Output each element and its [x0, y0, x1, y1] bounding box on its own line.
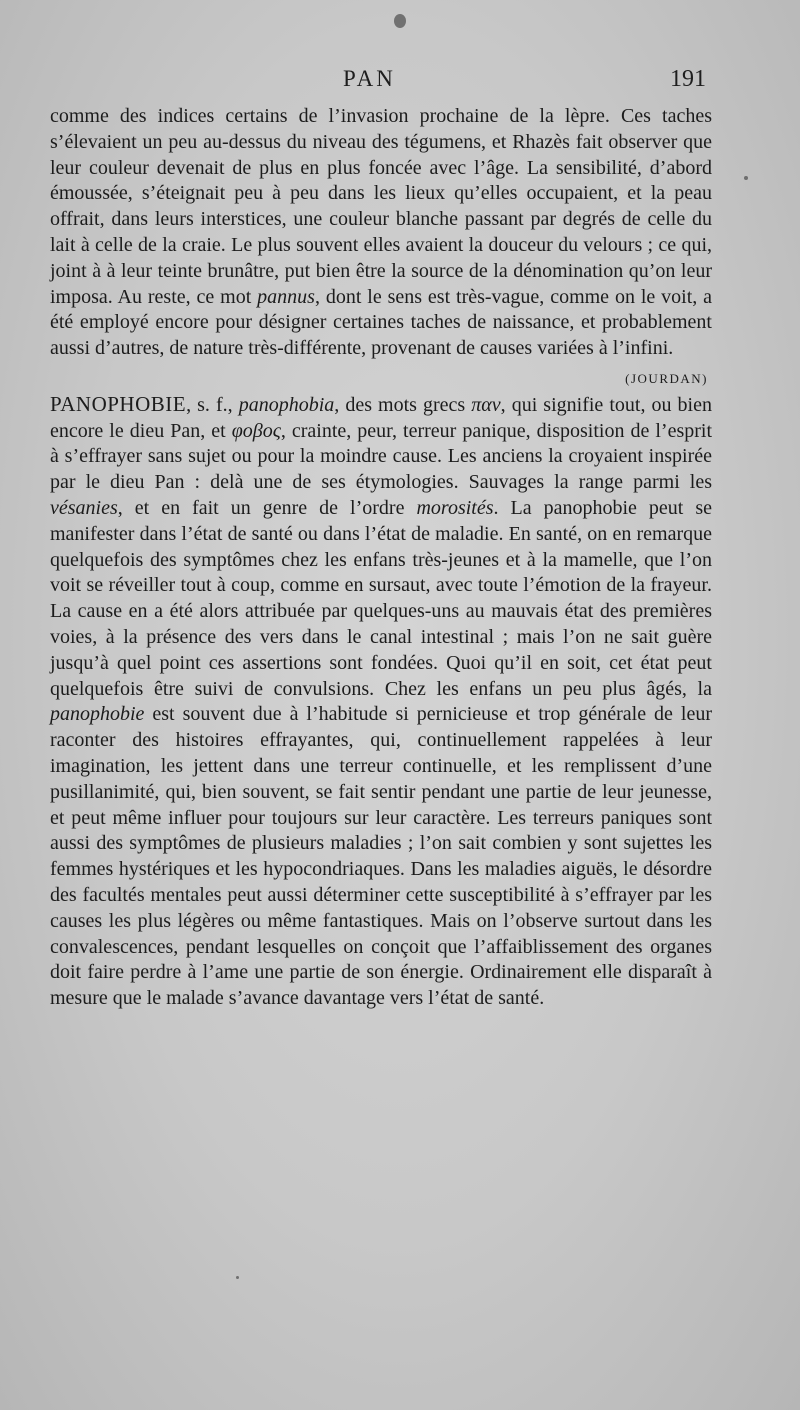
text-segment: . La panophobie peut se manifester dans l’état de santé ou dans l’état de maladie. En santé, on en remarque quelquefois des symptômes chez les enfans très-jeunes et à la mamelle, que l’on voit se réveiller tout à coup, comme en sursaut, avec toute l’émotion de la frayeur. La cause en a été alors attribuée par quelques-uns au mauvais état des premières voies, à la présence des vers dans le canal intestinal ; mais l’on ne sait guère jusqu’à quel point ces assertions sont fondées. Quoi qu’il en soit, cet état peut quelquefois être suivi de convulsions. Chez les enfans un peu plus âgés, la — [50, 496, 713, 700]
italic-term: vésanies — [50, 496, 118, 519]
latin-term: panophobia — [238, 393, 335, 416]
ink-speck — [236, 1276, 239, 1279]
page-number: 191 — [670, 66, 706, 92]
text-segment: , dont le sens est très-vague, comme on le voit, a été employé encore pour désigner certaines taches de naissance, et probablement aussi d’autres, de nature très-différente, provenant de causes variées à l’infini. — [50, 285, 713, 360]
author-signature: (JOURDAN) — [625, 370, 708, 386]
ink-speck — [394, 14, 406, 28]
ink-speck — [744, 176, 748, 180]
text-segment: est souvent due à l’habitude si pernicieuse et trop générale de leur raconter des histoires effrayantes, qui, continuellement rappelées à leur imagination, les jettent dans une terreur continuelle, et les remplissent d’une pusillanimité, qui, bien souvent, se fait sentir pendant une partie de leur jeunesse, et peut même influer pour toujours sur leur caractère. Les terreurs paniques sont aussi des symptômes de plusieurs maladies ; l’on sait combien y sont sujettes les femmes hystériques et les hypocondriaques. Dans les maladies aiguës, le désordre des facultés mentales peut aussi déterminer cette susceptibilité à s’effrayer par les causes les plus légères ou même fantastiques. Mais on l’observe surtout dans les convalescences, pendant lesquelles on conçoit que l’affaiblissement des organes doit faire perdre à l’ame une partie de son énergie. Ordinairement elle disparaît à mesure que le malade s’avance davantage vers l’état de santé. — [50, 703, 712, 1010]
text-segment: , et en fait un genre de l’ordre — [117, 496, 417, 519]
greek-word: φοβος — [231, 419, 281, 442]
greek-word: παν — [471, 393, 501, 416]
continuation-paragraph — [50, 104, 713, 386]
italic-term: morosités — [416, 496, 494, 519]
running-head — [0, 66, 800, 96]
text-segment: , crainte, peur, terreur panique, disposition de l’esprit à s’effrayer sans sujet ou pour la moindre cause. Les anciens la croyaient inspirée par le dieu Pan : delà une de ses étymologies. Sauvages la range parmi les — [50, 419, 713, 494]
text-segment: , des mots grecs — [334, 393, 472, 416]
entry-headword: PANOPHOBIE — [50, 391, 187, 416]
text-segment: , s. f., — [186, 393, 239, 416]
body-text — [50, 104, 712, 1012]
italic-term: pannus — [257, 285, 315, 308]
italic-term: panophobie — [50, 703, 145, 726]
entry-paragraph — [50, 392, 712, 1012]
running-title: PAN — [343, 66, 396, 91]
text-segment: comme des indices certains de l’invasion prochaine de la lèpre. Ces taches s’élevaient un peu au-dessus du niveau des tégumens, et Rhazès fait observer que leur couleur devenait de plus en plus foncée avec l’âge. La sensibilité, d’abord émoussée, s’éteignait peu à peu dans les lieux qu’elles occupaient, et la peau offrait, dans leurs interstices, une couleur blanche passant par degrés de celle du lait à celle de la craie. Le plus souvent elles avaient la douceur du velours ; ce qui, joint à à leur teinte brunâtre, put bien être la source de la dénomination qu’on leur imposa. Au reste, ce mot — [50, 105, 712, 308]
text-segment: , qui signifie tout, ou bien encore le dieu Pan, et — [50, 393, 712, 442]
